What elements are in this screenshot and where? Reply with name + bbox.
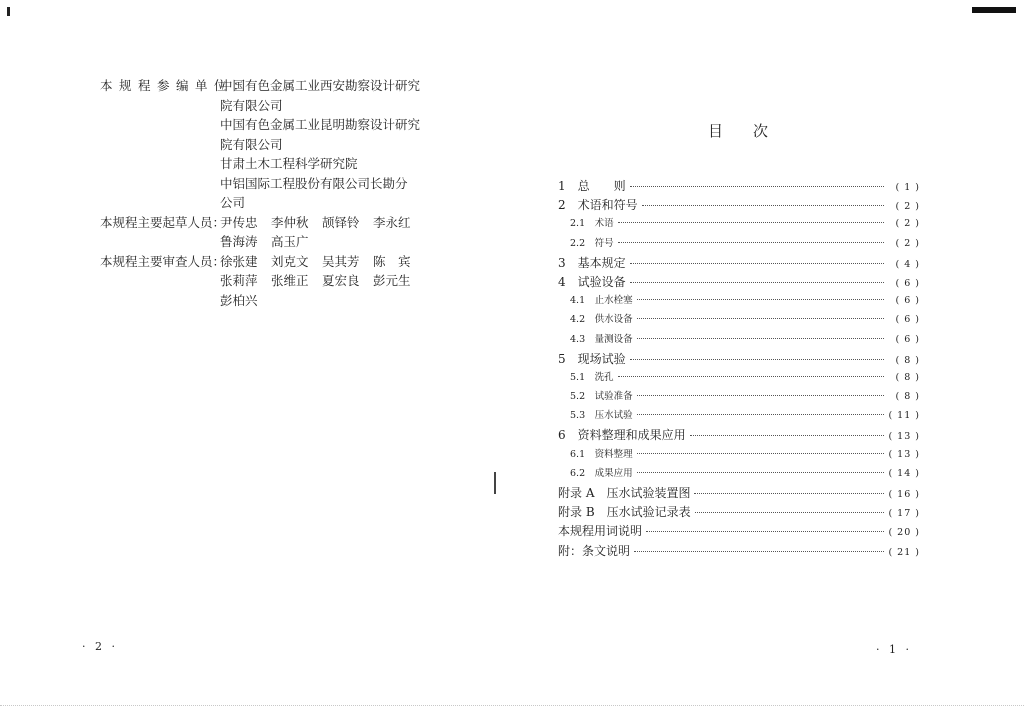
toc-entry-page: ( 8 ) xyxy=(895,371,920,383)
participant-line: 院有限公司 xyxy=(220,97,283,113)
drafters-label: 本规程主要起草人员： xyxy=(100,214,226,230)
toc-entry-page: ( 13 ) xyxy=(888,448,920,460)
toc-entry[interactable] xyxy=(558,446,920,465)
toc-entry-label: 4.2 供水设备 xyxy=(570,314,633,326)
drafter-name: 李仲秋 xyxy=(271,214,309,230)
participants-row xyxy=(100,76,430,213)
toc-entry-page: ( 2 ) xyxy=(895,201,920,213)
toc-entry-page: ( 21 ) xyxy=(888,546,920,558)
toc-entry[interactable] xyxy=(558,465,920,484)
toc-leader xyxy=(630,186,884,187)
toc-leader xyxy=(646,531,884,532)
toc-entry[interactable] xyxy=(558,254,920,273)
left-page xyxy=(0,0,500,725)
toc-entry[interactable] xyxy=(558,388,920,407)
reviewers-row xyxy=(100,252,430,311)
toc-leader xyxy=(637,299,884,300)
toc-leader xyxy=(637,414,884,415)
drafter-name: 尹传忠 xyxy=(220,214,258,230)
toc-entry[interactable] xyxy=(558,311,920,330)
toc-entry-page: ( 6 ) xyxy=(895,314,920,326)
toc-entry-label: 附录 A 压水试验装置图 xyxy=(558,486,691,500)
toc-entry[interactable] xyxy=(558,273,920,292)
toc-leader xyxy=(634,551,884,552)
toc-entry-label: 附录 B 压水试验记录表 xyxy=(558,505,691,520)
toc-entry-label: 5.1 洗孔 xyxy=(570,371,614,383)
toc-entry-label: 附：条文说明 xyxy=(558,543,631,558)
toc-entry[interactable] xyxy=(558,426,920,445)
toc-entry[interactable] xyxy=(558,331,920,350)
reviewer-name: 刘克文 xyxy=(271,253,309,269)
toc-entry-page: ( 2 ) xyxy=(895,218,920,230)
toc-leader xyxy=(637,472,884,473)
toc-leader xyxy=(630,359,884,360)
toc-leader xyxy=(690,435,884,436)
participant-line: 公司 xyxy=(220,195,246,210)
drafter-name: 鲁海涛 xyxy=(220,234,258,249)
toc-entry[interactable] xyxy=(558,196,920,215)
participant-line: 中国有色金属工业西安勘察设计研究 xyxy=(220,78,421,93)
toc-entry-label: 2.1 术语 xyxy=(570,218,614,230)
toc-leader xyxy=(618,242,884,243)
toc-entry[interactable] xyxy=(558,369,920,388)
toc-leader xyxy=(637,395,884,396)
drafter-name: 高玉广 xyxy=(271,234,309,249)
toc-entry[interactable] xyxy=(558,235,920,254)
toc-entry-label: 6.2 成果应用 xyxy=(570,467,633,479)
toc-entry-label: 2 术语和符号 xyxy=(558,198,638,213)
toc-entry-page: ( 4 ) xyxy=(895,258,920,270)
toc-entry-label: 1 总 则 xyxy=(558,179,626,193)
toc-entry-page: ( 16 ) xyxy=(888,489,920,500)
toc-entry[interactable] xyxy=(558,542,920,561)
reviewer-name: 张莉萍 xyxy=(220,273,258,288)
toc-list xyxy=(558,177,920,561)
toc-entry-label: 6 资料整理和成果应用 xyxy=(558,428,686,443)
toc-entry[interactable] xyxy=(558,407,920,426)
toc-entry-label: 5 现场试验 xyxy=(558,351,626,366)
toc-leader xyxy=(637,338,884,339)
page-number-left: · 2 · xyxy=(82,640,118,653)
toc-leader xyxy=(630,282,884,283)
toc-entry-label: 6.1 资料整理 xyxy=(570,448,633,460)
credits-block xyxy=(100,76,430,310)
toc-leader xyxy=(618,376,884,377)
toc-entry-page: ( 6 ) xyxy=(895,277,920,289)
toc-entry[interactable] xyxy=(558,177,920,196)
toc-leader xyxy=(642,205,884,206)
toc-entry-page: ( 8 ) xyxy=(895,354,920,366)
toc-entry[interactable] xyxy=(558,484,920,503)
participant-line: 甘肃土木工程科学研究院 xyxy=(220,156,358,171)
reviewer-name: 张维正 xyxy=(271,273,309,288)
reviewer-name: 徐张建 xyxy=(220,253,258,269)
toc-entry-page: ( 17 ) xyxy=(888,508,920,520)
toc-entry[interactable] xyxy=(558,215,920,234)
right-page xyxy=(500,0,1024,725)
participants-label: 本规程参编单位： xyxy=(100,78,253,93)
toc-entry-page: ( 20 ) xyxy=(888,527,920,539)
toc-leader xyxy=(630,263,884,264)
toc-entry-label: 4.1 止水栓塞 xyxy=(570,295,633,307)
reviewer-name: 陈 宾 xyxy=(373,253,411,269)
toc-entry-label: 3 基本规定 xyxy=(558,255,626,270)
toc-entry-page: ( 2 ) xyxy=(895,237,920,249)
toc-entry-label: 5.2 试验准备 xyxy=(570,391,633,403)
drafter-name: 颉铎铃 xyxy=(322,214,360,230)
drafter-name: 李永红 xyxy=(373,214,411,230)
participant-line: 中国有色金属工业昆明勘察设计研究 xyxy=(220,117,421,132)
toc-leader xyxy=(618,222,884,223)
drafters-row xyxy=(100,213,430,252)
drafters-list xyxy=(220,213,430,252)
toc-entry[interactable] xyxy=(558,350,920,369)
reviewers-list xyxy=(220,252,430,311)
toc-entry-page: ( 14 ) xyxy=(888,467,920,479)
page-number-right: · 1 · xyxy=(876,643,912,656)
toc-entry[interactable] xyxy=(558,522,920,541)
reviewer-name: 彭柏兴 xyxy=(220,292,258,308)
reviewer-name: 吴其芳 xyxy=(322,253,360,269)
toc-entry-label: 5.3 压水试验 xyxy=(570,410,633,422)
toc-leader xyxy=(637,453,884,454)
participant-line: 中铝国际工程股份有限公司长勘分 xyxy=(220,175,408,191)
toc-entry[interactable] xyxy=(558,503,920,522)
toc-entry-label: 本规程用词说明 xyxy=(558,524,643,539)
participants-list xyxy=(220,76,420,213)
toc-entry-page: ( 6 ) xyxy=(895,333,920,345)
participant-line: 院有限公司 xyxy=(220,136,283,152)
toc-entry[interactable] xyxy=(558,292,920,311)
toc-entry-page: ( 1 ) xyxy=(895,182,920,193)
toc-entry-page: ( 13 ) xyxy=(888,431,920,443)
toc-entry-label: 4 试验设备 xyxy=(558,274,626,289)
toc-leader xyxy=(637,318,884,319)
toc-title: 目次 xyxy=(708,122,799,140)
reviewers-label: 本规程主要审查人员： xyxy=(100,253,226,269)
reviewer-name: 夏宏良 xyxy=(322,273,360,288)
toc-entry-label: 4.3 量测设备 xyxy=(570,333,633,345)
toc-leader xyxy=(694,493,884,494)
toc-entry-page: ( 8 ) xyxy=(895,391,920,403)
toc-entry-page: ( 11 ) xyxy=(888,410,920,422)
toc-leader xyxy=(695,512,884,513)
reviewer-name: 彭元生 xyxy=(373,273,411,288)
toc-entry-label: 2.2 符号 xyxy=(570,237,614,249)
toc-entry-page: ( 6 ) xyxy=(895,295,920,307)
